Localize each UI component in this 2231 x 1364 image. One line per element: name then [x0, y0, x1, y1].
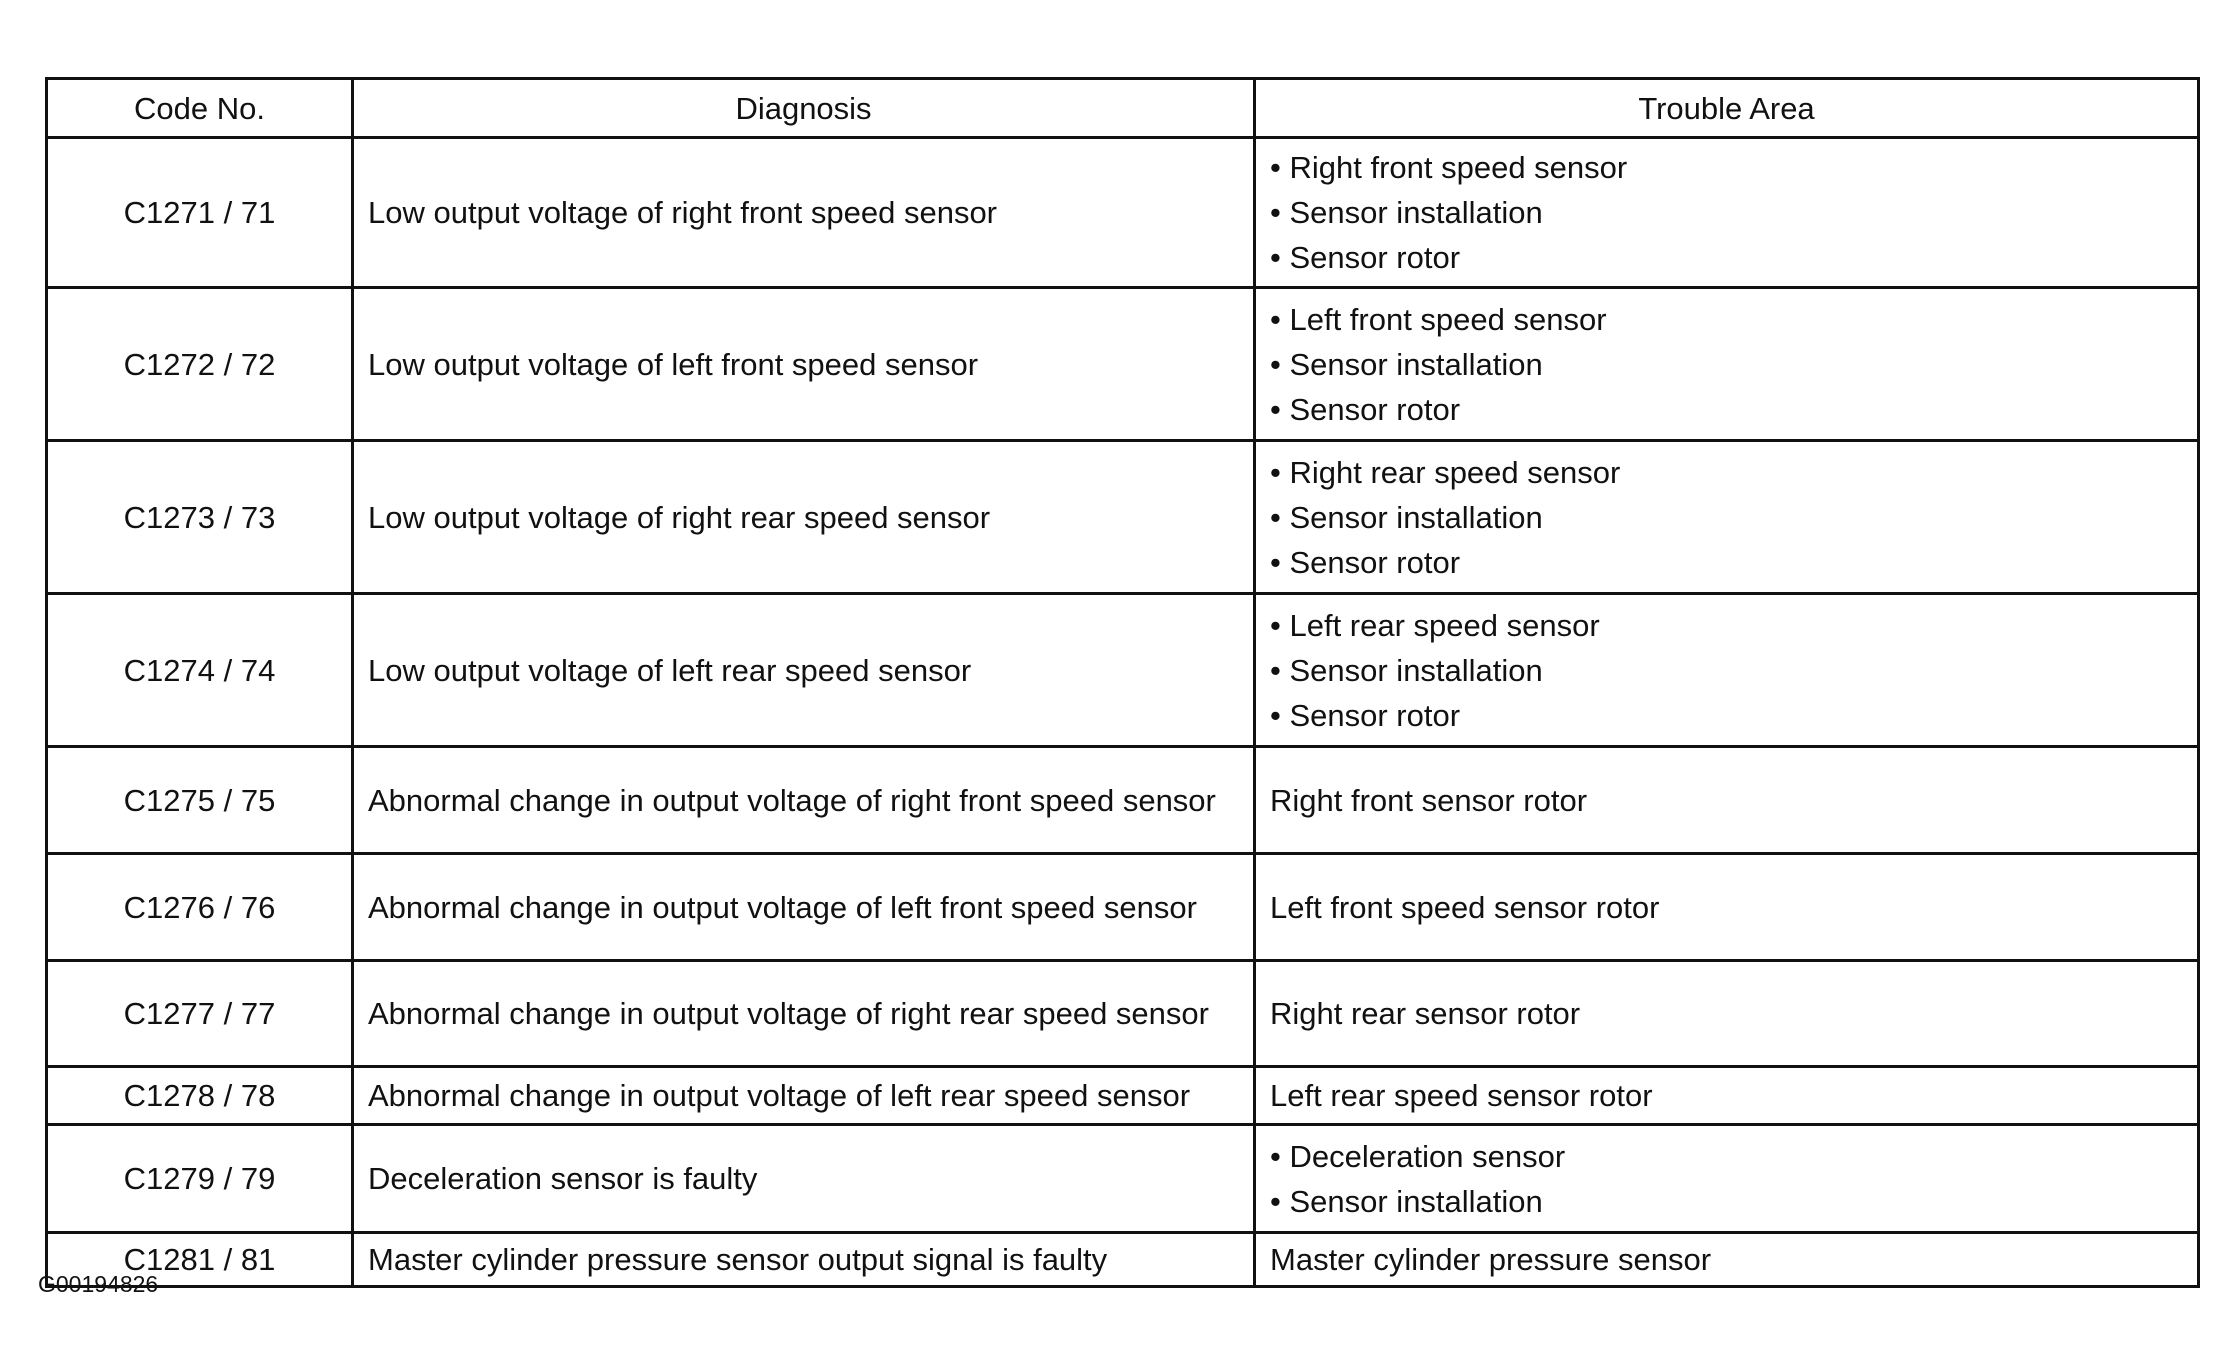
diagnosis-cell: Low output voltage of left front speed sensor [353, 288, 1255, 441]
header-trouble-area: Trouble Area [1255, 79, 2199, 138]
trouble-area-list [1270, 1134, 2183, 1224]
header-code-no: Code No. [47, 79, 353, 138]
table-row [47, 594, 2199, 747]
code-cell: C1272 / 72 [47, 288, 353, 441]
trouble-area-item: • Sensor installation [1270, 342, 2183, 387]
table-header-row [47, 79, 2199, 138]
trouble-area-item: • Sensor installation [1270, 190, 2183, 235]
diagnosis-cell: Abnormal change in output voltage of left rear speed sensor [353, 1067, 1255, 1125]
trouble-area-item: • Sensor installation [1270, 1179, 2183, 1224]
trouble-area-item: • Sensor installation [1270, 495, 2183, 540]
code-cell: C1273 / 73 [47, 441, 353, 594]
figure-id: G00194826 [38, 1271, 159, 1297]
trouble-area-item: • Right front speed sensor [1270, 145, 2183, 190]
trouble-area-list [1270, 297, 2183, 432]
diagnosis-cell: Deceleration sensor is faulty [353, 1125, 1255, 1233]
table-row [47, 1067, 2199, 1125]
code-cell: C1278 / 78 [47, 1067, 353, 1125]
trouble-area-list [1270, 603, 2183, 738]
code-cell: C1279 / 79 [47, 1125, 353, 1233]
code-cell: C1271 / 71 [47, 138, 353, 288]
table-row [47, 961, 2199, 1067]
trouble-area-item: • Left front speed sensor [1270, 297, 2183, 342]
code-cell: C1276 / 76 [47, 854, 353, 961]
table-row [47, 288, 2199, 441]
table-row [47, 441, 2199, 594]
trouble-area-item: • Sensor installation [1270, 648, 2183, 693]
trouble-area-item: • Sensor rotor [1270, 693, 2183, 738]
table-row [47, 854, 2199, 961]
code-cell: C1274 / 74 [47, 594, 353, 747]
code-cell: C1275 / 75 [47, 747, 353, 854]
table-row [47, 747, 2199, 854]
diagnosis-cell: Low output voltage of left rear speed sensor [353, 594, 1255, 747]
trouble-area-item: • Sensor rotor [1270, 387, 2183, 432]
code-cell: C1277 / 77 [47, 961, 353, 1067]
trouble-area-cell: Master cylinder pressure sensor [1255, 1233, 2199, 1287]
diagnosis-cell: Abnormal change in output voltage of left front speed sensor [353, 854, 1255, 961]
table-row [47, 1233, 2199, 1287]
trouble-area-cell [1255, 594, 2199, 747]
diagnosis-cell: Low output voltage of right front speed sensor [353, 138, 1255, 288]
trouble-area-list [1270, 145, 2183, 280]
diagnosis-cell: Abnormal change in output voltage of right front speed sensor [353, 747, 1255, 854]
trouble-area-cell [1255, 288, 2199, 441]
diagnosis-cell: Abnormal change in output voltage of right rear speed sensor [353, 961, 1255, 1067]
trouble-area-item: • Sensor rotor [1270, 235, 2183, 280]
table-body [47, 138, 2199, 1287]
table-row [47, 138, 2199, 288]
trouble-area-cell: Right rear sensor rotor [1255, 961, 2199, 1067]
trouble-area-cell [1255, 1125, 2199, 1233]
code-cell: C1281 / 81 [47, 1233, 353, 1287]
trouble-area-cell: Left rear speed sensor rotor [1255, 1067, 2199, 1125]
trouble-area-list [1270, 450, 2183, 585]
table-row [47, 1125, 2199, 1233]
diagnostic-code-table [45, 77, 2200, 1288]
trouble-area-cell: Right front sensor rotor [1255, 747, 2199, 854]
trouble-area-item: • Sensor rotor [1270, 540, 2183, 585]
trouble-area-item: • Right rear speed sensor [1270, 450, 2183, 495]
trouble-area-item: • Left rear speed sensor [1270, 603, 2183, 648]
trouble-area-cell [1255, 138, 2199, 288]
diagnosis-cell: Master cylinder pressure sensor output signal is faulty [353, 1233, 1255, 1287]
trouble-area-item: • Deceleration sensor [1270, 1134, 2183, 1179]
trouble-area-cell [1255, 441, 2199, 594]
header-diagnosis: Diagnosis [353, 79, 1255, 138]
trouble-area-cell: Left front speed sensor rotor [1255, 854, 2199, 961]
diagnosis-cell: Low output voltage of right rear speed sensor [353, 441, 1255, 594]
